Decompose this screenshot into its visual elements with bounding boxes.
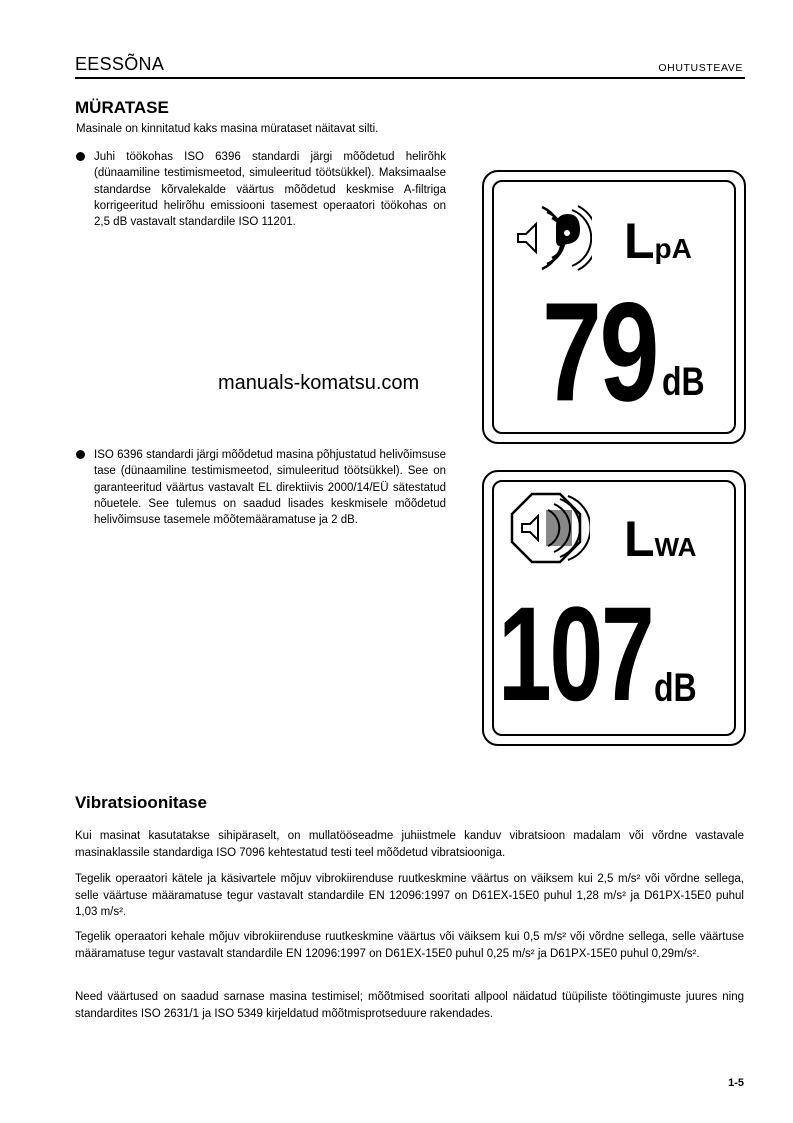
noise-section-title: MÜRATASE [75,98,169,117]
header-title: EESSÕNA [75,54,165,74]
page-number: 1-5 [728,1077,744,1089]
lwa-symbol [624,511,697,567]
lpa-value: 79 [542,273,658,431]
lpa-symbol-sub: pA [654,233,692,264]
operator-ear-noise-icon [512,202,592,274]
header-rule [75,77,745,79]
lwa-unit: dB [654,666,697,710]
machine-sound-power-icon [508,490,590,572]
bullet-icon [76,152,85,161]
vibration-paragraph-2: Tegelik operaatori kätele ja käsivartele mõjuv vibrokiirenduse ruutkeskmine väärtus on väiksem kui 2,5 m/s² või võrdne sellega, selle väärtuse määramatuse tegur vastavalt standardile EN 12096:1997 on D61EX-15E0 puhul 1,28 m/s² ja D61PX-15E0 puhul 1,03 m/s². [75,873,744,919]
noise-label-lpa [482,170,746,444]
vibration-paragraph-4: Need väärtused on saadud sarnase masina testimisel; mõõtmised sooritati allpool näidatud tüüpiliste töötingimuste juures ning standardites ISO 2631/1 ja ISO 5349 kirjeldatud mõõtmisprotseduure rakendades. [75,991,744,1020]
vibration-paragraph-1: Kui masinat kasutatakse sihipäraselt, on mullatööseadme juhiistmele kanduv vibratsioon madalam või võrdne vastavale masinaklassile standardiga ISO 7096 kehtestatud testi teel mõõdetud vibratsiooniga. [75,830,744,859]
bullet-icon [76,450,85,459]
noise-label-lwa [482,470,746,746]
lwa-value: 107 [498,580,653,729]
header-section: OHUTUSTEAVE [658,62,743,74]
vibration-paragraph-3: Tegelik operaatori kehale mõjuv vibrokiirenduse ruutkeskmine väärtus või väiksem kui 0,5 m/s² või võrdne sellega, selle väärtuse määramatuse tegur vastavalt standardile EN 12096:1997 on D61EX-15E0 puhul 0,25 m/s² ja D61PX-15E0 puhul 0,29m/s². [75,931,744,960]
bullet-text-lwa: ISO 6396 standardi järgi mõõdetud masina põhjustatud helivõimsuse tase (dünaamiline testimismeetod, simuleeritud töötsükkel). See on garanteeritud väärtus vastavalt EL direktiivis 2000/14/EÜ sätestatud nõuetele. See tulemus on saadud lisades keskmisele mõõdetud helivõimsuse tasemele mõõtemääramatuse ja 2 dB. [94,449,446,527]
lpa-symbol-main: L [624,213,655,269]
lpa-symbol [624,213,692,269]
lpa-unit: dB [662,360,705,404]
lwa-symbol-main: L [624,511,655,567]
bullet-text-lpa: Juhi töökohas ISO 6396 standardi järgi mõõdetud helirõhk (dünaamiline testimismeetod, simuleeritud töötsükkel). Maksimaalse standardse kõrvalekalde väärtus mõõdetud keskmise A-filtriga korrigeeritud helirõhu emissiooni tasemest operaatori töökohas on 2,5 dB vastavalt standardile ISO 11201. [94,151,446,229]
lwa-symbol-sub: WA [654,532,697,562]
noise-intro: Masinale on kinnitatud kaks masina mürataset näitavat silti. [76,123,379,135]
vibration-section-title: Vibratsioonitase [75,793,207,812]
watermark[interactable]: manuals-komatsu.com [218,372,420,394]
